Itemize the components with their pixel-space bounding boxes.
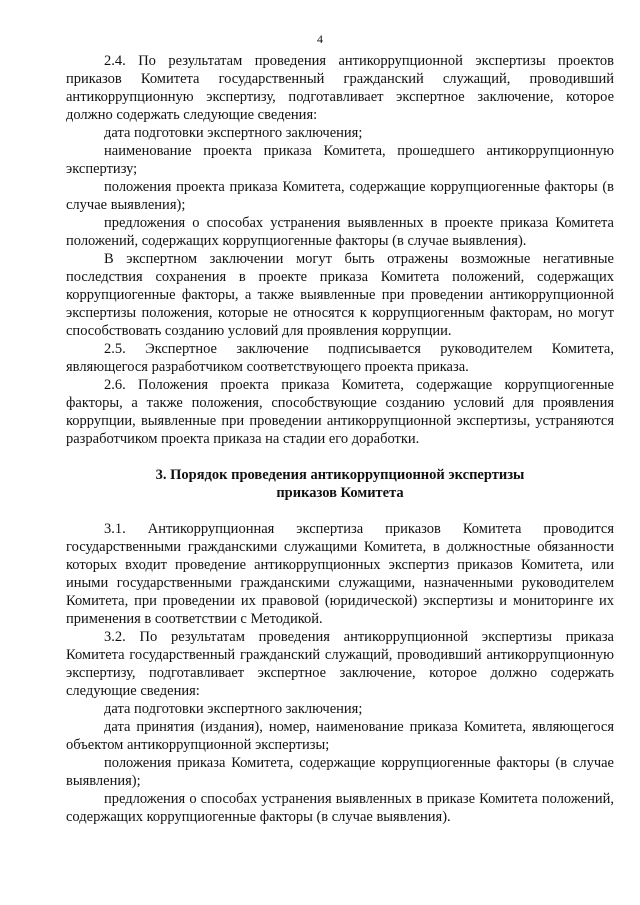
list-item: дата подготовки экспертного заключения;: [104, 701, 363, 717]
list-item: положения приказа Комитета, содержащие коррупциогенные факторы (в случае выявления);: [66, 755, 614, 789]
list-item: предложения о способах устранения выявленных в приказе Комитета положений, содержащих коррупциогенные факторы (в случае выявления).: [66, 791, 614, 825]
list-item: дата подготовки экспертного заключения;: [104, 125, 363, 141]
paragraph-3-1: 3.1. Антикоррупционная экспертиза приказов Комитета проводится государственными гражданскими служащими Комитета, в должностные обязанности которых входит проведение антикоррупционных экспертиз приказов Комитета, или иными государственными гражданскими служащими, назначенными руководителем Комитета, при проведении их правовой (юридической) экспертизы и мониторинге их применения в соответствии с Методикой.: [66, 521, 614, 627]
list-item: положения проекта приказа Комитета, содержащие коррупциогенные факторы (в случае выявления);: [66, 179, 614, 213]
page-number: 4: [317, 32, 323, 46]
list-item: наименование проекта приказа Комитета, прошедшего антикоррупционную экспертизу;: [66, 143, 614, 177]
section-heading-line-2: приказов Комитета: [276, 485, 404, 501]
spacer: [66, 502, 614, 520]
spacer: [66, 448, 614, 466]
paragraph-conclusion-notes: В экспертном заключении могут быть отражены возможные негативные последствия сохранения в проекте приказа Комитета положений, содержащих коррупциогенные факторы, а также выявленные при проведении антикоррупционной экспертизы положения, которые не относятся к коррупциогенным факторам, но могут способствовать созданию условий для проявления коррупции.: [66, 251, 614, 339]
paragraph-2-5: 2.5. Экспертное заключение подписывается руководителем Комитета, являющегося разработчиком соответствующего проекта приказа.: [66, 341, 614, 375]
section-heading-line-1: 3. Порядок проведения антикоррупционной экспертизы: [155, 467, 525, 483]
paragraph-2-6: 2.6. Положения проекта приказа Комитета, содержащие коррупциогенные факторы, а также положения, способствующие созданию условий для проявления коррупции, выявленные при проведении антикоррупционной экспертизы, устраняются разработчиком проекта приказа на стадии его доработки.: [66, 377, 614, 447]
paragraph-3-2: 3.2. По результатам проведения антикоррупционной экспертизы приказа Комитета государственный гражданский служащий, проводивший антикоррупционную экспертизу, подготавливает экспертное заключение, которое должно содержать следующие сведения:: [66, 629, 614, 699]
list-item: дата принятия (издания), номер, наименование приказа Комитета, являющегося объектом антикоррупционной экспертизы;: [66, 719, 614, 753]
page-content: [66, 52, 614, 826]
paragraph-2-4: 2.4. По результатам проведения антикоррупционной экспертизы проектов приказов Комитета государственный гражданский служащий, проводивший антикоррупционную экспертизу, подготавливает экспертное заключение, которое должно содержать следующие сведения:: [66, 53, 614, 123]
list-item: предложения о способах устранения выявленных в проекте приказа Комитета положений, содержащих коррупциогенные факторы (в случае выявления).: [66, 215, 614, 249]
